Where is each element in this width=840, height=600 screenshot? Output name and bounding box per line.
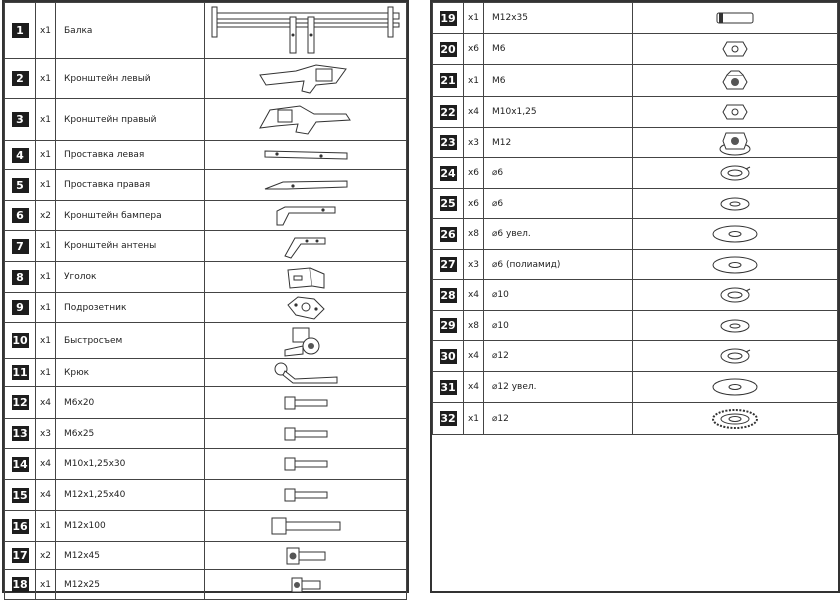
part-quantity: x4 xyxy=(36,387,56,419)
part-quantity: x8 xyxy=(464,311,484,341)
part-number-cell xyxy=(5,570,36,600)
part-quantity: x4 xyxy=(464,341,484,372)
part-quantity: x1 xyxy=(36,231,56,262)
part-row xyxy=(5,323,407,359)
part-number: 24 xyxy=(440,166,456,180)
spacer-right-icon xyxy=(205,177,406,193)
part-row xyxy=(433,280,838,311)
part-image-cell xyxy=(633,65,838,97)
part-number-cell xyxy=(5,141,36,170)
part-image-cell xyxy=(633,34,838,65)
part-row xyxy=(5,3,407,59)
part-quantity: x4 xyxy=(36,449,56,480)
part-number: 15 xyxy=(12,488,28,502)
part-number: 31 xyxy=(440,380,456,394)
part-number: 17 xyxy=(12,549,28,562)
part-row xyxy=(5,59,407,99)
part-image-cell xyxy=(205,3,407,59)
part-quantity: x4 xyxy=(464,280,484,311)
part-number-cell xyxy=(433,97,464,128)
part-number-cell xyxy=(433,34,464,65)
part-number: 11 xyxy=(12,366,28,379)
antenna-bracket-icon xyxy=(205,232,406,260)
part-row xyxy=(433,158,838,189)
part-image-cell xyxy=(205,141,407,170)
part-row xyxy=(5,359,407,387)
part-number-cell xyxy=(5,323,36,359)
part-number-cell xyxy=(5,262,36,293)
bracket-right-icon xyxy=(205,102,406,138)
part-name: M12x100 xyxy=(56,511,205,542)
part-row xyxy=(5,141,407,170)
part-row xyxy=(5,99,407,141)
part-quantity: x1 xyxy=(36,293,56,323)
part-number: 14 xyxy=(12,457,28,471)
corner-icon xyxy=(205,264,406,290)
part-name: Быстросъем xyxy=(56,323,205,359)
part-number-cell xyxy=(5,359,36,387)
part-number: 20 xyxy=(440,42,456,56)
part-row xyxy=(5,480,407,511)
part-number: 3 xyxy=(12,112,29,127)
part-number-cell xyxy=(5,387,36,419)
part-image-cell xyxy=(205,480,407,511)
part-image-cell xyxy=(633,372,838,403)
part-quantity: x6 xyxy=(464,34,484,65)
part-number: 27 xyxy=(440,258,456,271)
part-number: 13 xyxy=(12,427,28,440)
part-number-cell xyxy=(5,3,36,59)
spacer-left-icon xyxy=(205,147,406,163)
part-name: Подрозетник xyxy=(56,293,205,323)
part-image-cell xyxy=(205,170,407,201)
part-number-cell xyxy=(433,158,464,189)
part-row xyxy=(5,387,407,419)
part-number-cell xyxy=(433,65,464,97)
part-name: ⌀10 xyxy=(484,311,633,341)
spring-washer-icon xyxy=(633,163,837,183)
part-number-cell xyxy=(5,511,36,542)
part-image-cell xyxy=(633,128,838,158)
set-screw-icon xyxy=(633,10,837,26)
part-number: 21 xyxy=(440,74,456,87)
part-image-cell xyxy=(205,231,407,262)
part-quantity: x3 xyxy=(464,250,484,280)
spring-washer-icon xyxy=(633,285,837,305)
part-row xyxy=(433,219,838,250)
part-number-cell xyxy=(433,311,464,341)
part-row xyxy=(5,542,407,570)
part-number-cell xyxy=(5,419,36,449)
part-number-cell xyxy=(433,280,464,311)
part-image-cell xyxy=(205,99,407,141)
part-number-cell xyxy=(433,372,464,403)
socket-bolt-icon xyxy=(205,545,406,567)
part-row xyxy=(433,3,838,34)
part-row xyxy=(433,311,838,341)
part-image-cell xyxy=(633,250,838,280)
part-quantity: x2 xyxy=(36,201,56,231)
part-row xyxy=(5,170,407,201)
part-quantity: x4 xyxy=(464,97,484,128)
part-quantity: x1 xyxy=(36,3,56,59)
part-name: M12x35 xyxy=(484,3,633,34)
right-parts-panel xyxy=(430,0,840,593)
part-number-cell xyxy=(433,250,464,280)
bolt-long-icon xyxy=(205,515,406,537)
part-number: 6 xyxy=(12,208,29,223)
part-quantity: x1 xyxy=(36,141,56,170)
part-number: 25 xyxy=(440,197,456,210)
part-number-cell xyxy=(5,480,36,511)
toothed-washer-icon xyxy=(633,407,837,431)
flange-nut-icon xyxy=(633,129,837,157)
part-image-cell xyxy=(205,323,407,359)
washer-large-icon xyxy=(633,254,837,276)
bumper-bracket-icon xyxy=(205,203,406,229)
part-quantity: x6 xyxy=(464,158,484,189)
washer-large-icon xyxy=(633,376,837,398)
part-quantity: x1 xyxy=(464,65,484,97)
part-name: M6 xyxy=(484,65,633,97)
part-number: 4 xyxy=(12,148,29,163)
bolt-icon xyxy=(205,486,406,504)
part-name: M12 xyxy=(484,128,633,158)
part-quantity: x1 xyxy=(36,262,56,293)
part-row xyxy=(433,372,838,403)
part-number: 2 xyxy=(12,71,29,86)
part-name: Проставка правая xyxy=(56,170,205,201)
part-row xyxy=(5,231,407,262)
part-number: 10 xyxy=(12,334,28,347)
part-number-cell xyxy=(433,189,464,219)
part-row xyxy=(433,97,838,128)
part-image-cell xyxy=(205,570,407,600)
part-name: ⌀6 xyxy=(484,189,633,219)
part-row xyxy=(5,570,407,600)
part-number: 18 xyxy=(12,578,28,591)
part-name: Кронштейн антены xyxy=(56,231,205,262)
part-number-cell xyxy=(433,3,464,34)
part-name: M12x45 xyxy=(56,542,205,570)
part-image-cell xyxy=(633,219,838,250)
part-image-cell xyxy=(633,341,838,372)
part-row xyxy=(433,341,838,372)
nut-icon xyxy=(633,38,837,60)
part-image-cell xyxy=(205,59,407,99)
part-image-cell xyxy=(205,511,407,542)
washer-large-icon xyxy=(633,223,837,245)
lock-nut-icon xyxy=(633,69,837,93)
part-name: Уголок xyxy=(56,262,205,293)
part-name: M12x1,25x40 xyxy=(56,480,205,511)
part-quantity: x1 xyxy=(36,570,56,600)
part-image-cell xyxy=(205,419,407,449)
part-number-cell xyxy=(433,219,464,250)
part-image-cell xyxy=(205,293,407,323)
part-quantity: x1 xyxy=(36,359,56,387)
part-number-cell xyxy=(5,99,36,141)
part-quantity: x2 xyxy=(36,542,56,570)
part-name: Проставка левая xyxy=(56,141,205,170)
part-row xyxy=(5,419,407,449)
part-quantity: x1 xyxy=(36,323,56,359)
part-name: ⌀6 увел. xyxy=(484,219,633,250)
nut-icon xyxy=(633,101,837,123)
hook-icon xyxy=(205,361,406,385)
part-number: 19 xyxy=(440,11,456,25)
part-quantity: x1 xyxy=(36,99,56,141)
part-number: 23 xyxy=(440,136,456,149)
part-number: 22 xyxy=(440,105,456,119)
part-row xyxy=(433,65,838,97)
part-number: 16 xyxy=(12,519,28,533)
socket-bolt-short-icon xyxy=(205,576,406,594)
part-number-cell xyxy=(5,449,36,480)
socket-plate-icon xyxy=(205,295,406,321)
part-name: M10x1,25x30 xyxy=(56,449,205,480)
part-row xyxy=(5,449,407,480)
part-name: ⌀10 xyxy=(484,280,633,311)
part-quantity: x8 xyxy=(464,219,484,250)
part-number-cell xyxy=(5,231,36,262)
part-image-cell xyxy=(633,97,838,128)
part-name: M10x1,25 xyxy=(484,97,633,128)
part-quantity: x4 xyxy=(464,372,484,403)
left-parts-panel xyxy=(2,0,409,593)
part-image-cell xyxy=(205,359,407,387)
part-number-cell xyxy=(5,293,36,323)
part-quantity: x1 xyxy=(36,511,56,542)
part-quantity: x3 xyxy=(36,419,56,449)
spring-washer-icon xyxy=(633,346,837,366)
part-row xyxy=(433,34,838,65)
part-image-cell xyxy=(205,542,407,570)
part-quantity: x3 xyxy=(464,128,484,158)
part-image-cell xyxy=(205,449,407,480)
part-number: 1 xyxy=(12,23,29,38)
part-row xyxy=(433,403,838,435)
part-number: 7 xyxy=(12,239,29,254)
part-number-cell xyxy=(5,170,36,201)
part-name: ⌀12 xyxy=(484,403,633,435)
beam-icon xyxy=(205,5,406,57)
part-row xyxy=(433,128,838,158)
part-number: 30 xyxy=(440,349,456,363)
quick-release-icon xyxy=(205,324,406,358)
part-quantity: x1 xyxy=(36,59,56,99)
part-name: ⌀12 xyxy=(484,341,633,372)
part-name: ⌀12 увел. xyxy=(484,372,633,403)
bracket-left-icon xyxy=(205,61,406,97)
part-row xyxy=(5,293,407,323)
part-name: Кронштейн левый xyxy=(56,59,205,99)
part-quantity: x4 xyxy=(36,480,56,511)
part-image-cell xyxy=(633,280,838,311)
part-quantity: x6 xyxy=(464,189,484,219)
part-image-cell xyxy=(633,158,838,189)
washer-icon xyxy=(633,317,837,335)
part-number-cell xyxy=(5,59,36,99)
part-number: 9 xyxy=(12,300,29,315)
part-name: ⌀6 xyxy=(484,158,633,189)
part-name: Крюк xyxy=(56,359,205,387)
part-quantity: x1 xyxy=(464,3,484,34)
part-name: Кронштейн бампера xyxy=(56,201,205,231)
part-name: Кронштейн правый xyxy=(56,99,205,141)
part-number: 8 xyxy=(12,270,29,285)
part-number-cell xyxy=(5,201,36,231)
bolt-icon xyxy=(205,394,406,412)
part-name: Балка xyxy=(56,3,205,59)
part-image-cell xyxy=(205,201,407,231)
part-quantity: x1 xyxy=(36,170,56,201)
part-image-cell xyxy=(633,189,838,219)
part-number-cell xyxy=(433,128,464,158)
part-image-cell xyxy=(633,311,838,341)
part-number-cell xyxy=(5,542,36,570)
washer-icon xyxy=(633,195,837,213)
parts-table-right xyxy=(432,2,838,435)
part-image-cell xyxy=(205,262,407,293)
part-image-cell xyxy=(205,387,407,419)
part-number: 5 xyxy=(12,178,29,193)
part-image-cell xyxy=(633,3,838,34)
part-number: 12 xyxy=(12,396,28,409)
part-row xyxy=(5,201,407,231)
part-row xyxy=(5,262,407,293)
part-name: M6 xyxy=(484,34,633,65)
bolt-icon xyxy=(205,455,406,473)
part-image-cell xyxy=(633,403,838,435)
part-number-cell xyxy=(433,341,464,372)
part-name: M6x20 xyxy=(56,387,205,419)
part-number-cell xyxy=(433,403,464,435)
part-row xyxy=(5,511,407,542)
part-quantity: x1 xyxy=(464,403,484,435)
part-number: 32 xyxy=(440,412,456,425)
part-number: 26 xyxy=(440,227,456,241)
part-name: M6x25 xyxy=(56,419,205,449)
bolt-icon xyxy=(205,425,406,443)
part-row xyxy=(433,250,838,280)
part-name: M12x25 xyxy=(56,570,205,600)
part-number: 29 xyxy=(440,319,456,332)
part-name: ⌀6 (полиамид) xyxy=(484,250,633,280)
part-number: 28 xyxy=(440,288,456,302)
part-row xyxy=(433,189,838,219)
parts-table-left xyxy=(4,2,407,600)
